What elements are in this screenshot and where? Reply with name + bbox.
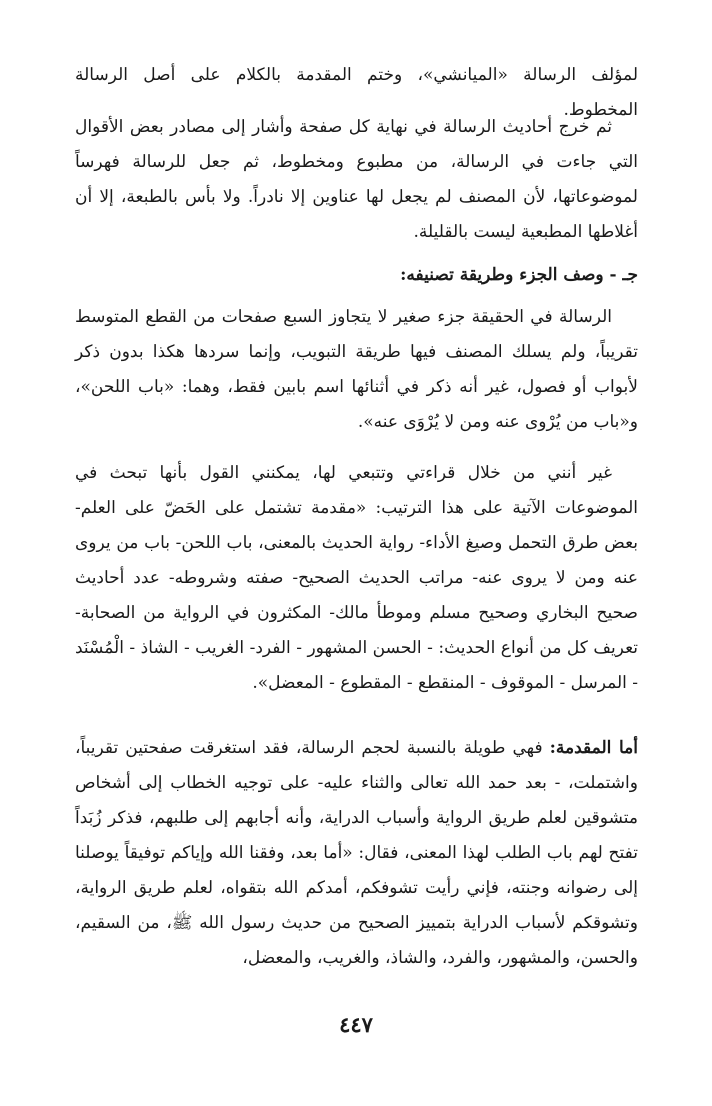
paragraph-lead: أما المقدمة: [549, 738, 638, 758]
paragraph-text: ثم خرج أحاديث الرسالة في نهاية كل صفحة وأشار إلى مصادر بعض الأقوال التي جاءت في الرسالة، من مطبوع ومخطوط، ثم جعل للرسالة فهرساً لموضوعاتها، لأن المصنف لم يجعل لها عناوين إلا نادراً. ولا بأس بالطبعة، إلا أن أغلاطها المطبعية ليست بالقليلة. [75, 117, 638, 242]
paragraph-introduction [75, 731, 638, 976]
paragraph-topics [75, 456, 638, 701]
paragraph-text: غير أنني من خلال قراءتي وتتبعي لها، يمكنني القول بأنها تبحث في الموضوعات الآتية على هذا الترتيب: «مقدمة تشتمل على الحَضّ على العلم- بعض طرق التحمل وصيغ الأداء- رواية الحديث بالمعنى، باب اللحن- باب من يروى عنه ومن لا يروى عنه- مراتب الحديث الصحيح- صفته وشروطه- عدد أحاديث صحيح البخاري وصحيح مسلم وموطأ مالك- المكثرون في الرواية من الصحابة- تعريف كل من أنواع الحديث: - الحسن المشهور - الفرد- الغريب - الشاذ - الْمُسْنَد - المرسل - الموقوف - المنقطع - المقطوع - المعضل». [75, 463, 638, 693]
paragraph-body: فهي طويلة بالنسبة لحجم الرسالة، فقد استغرقت صفحتين تقريباً، واشتملت، - بعد حمد الله تعالى والثناء عليه- على توجيه الخطاب إلى أشخاص متشوقين لعلم طريق الرواية وأسباب الدراية، وأنه أجابهم إلى طلبهم، فذكر زُبَداً تفتح لهم باب الطلب لهذا المعنى، فقال: «أما بعد، وفقنا الله وإياكم توفيقاً يوصلنا إلى رضوانه وجنته، فإني رأيت تشوفكم، أمدكم الله بتقواه، لعلم طريق الرواية، وتشوقكم لأسباب الدراية بتمييز الصحيح من حديث رسول الله ﷺ، من السقيم، والحسن، والمشهور، والفرد، والشاذ، والغريب، والمعضل، [75, 738, 638, 968]
paragraph-sources [75, 110, 638, 250]
paragraph-description [75, 300, 638, 440]
text-line: لمؤلف الرسالة «الميانشي»، وختم المقدمة بالكلام على أصل الرسالة المخطوط. [75, 65, 638, 120]
paragraph-text [75, 731, 638, 976]
paragraph-text: الرسالة في الحقيقة جزء صغير لا يتجاوز السبع صفحات من القطع المتوسط تقريباً، ولم يسلك المصنف فيها طريقة التبويب، وإنما سردها هكذا بدون ذكر لأبواب أو فصول، غير أنه ذكر في أثنائها اسم بابين فقط، وهما: «باب اللحن»، و«باب من يُرْوى عنه ومن لا يُرْوَى عنه». [75, 307, 638, 432]
section-heading-text: جـ - وصف الجزء وطريقة تصنيفه: [400, 265, 638, 285]
page-number: ٤٤٧ [339, 1012, 373, 1037]
section-heading [75, 258, 638, 293]
